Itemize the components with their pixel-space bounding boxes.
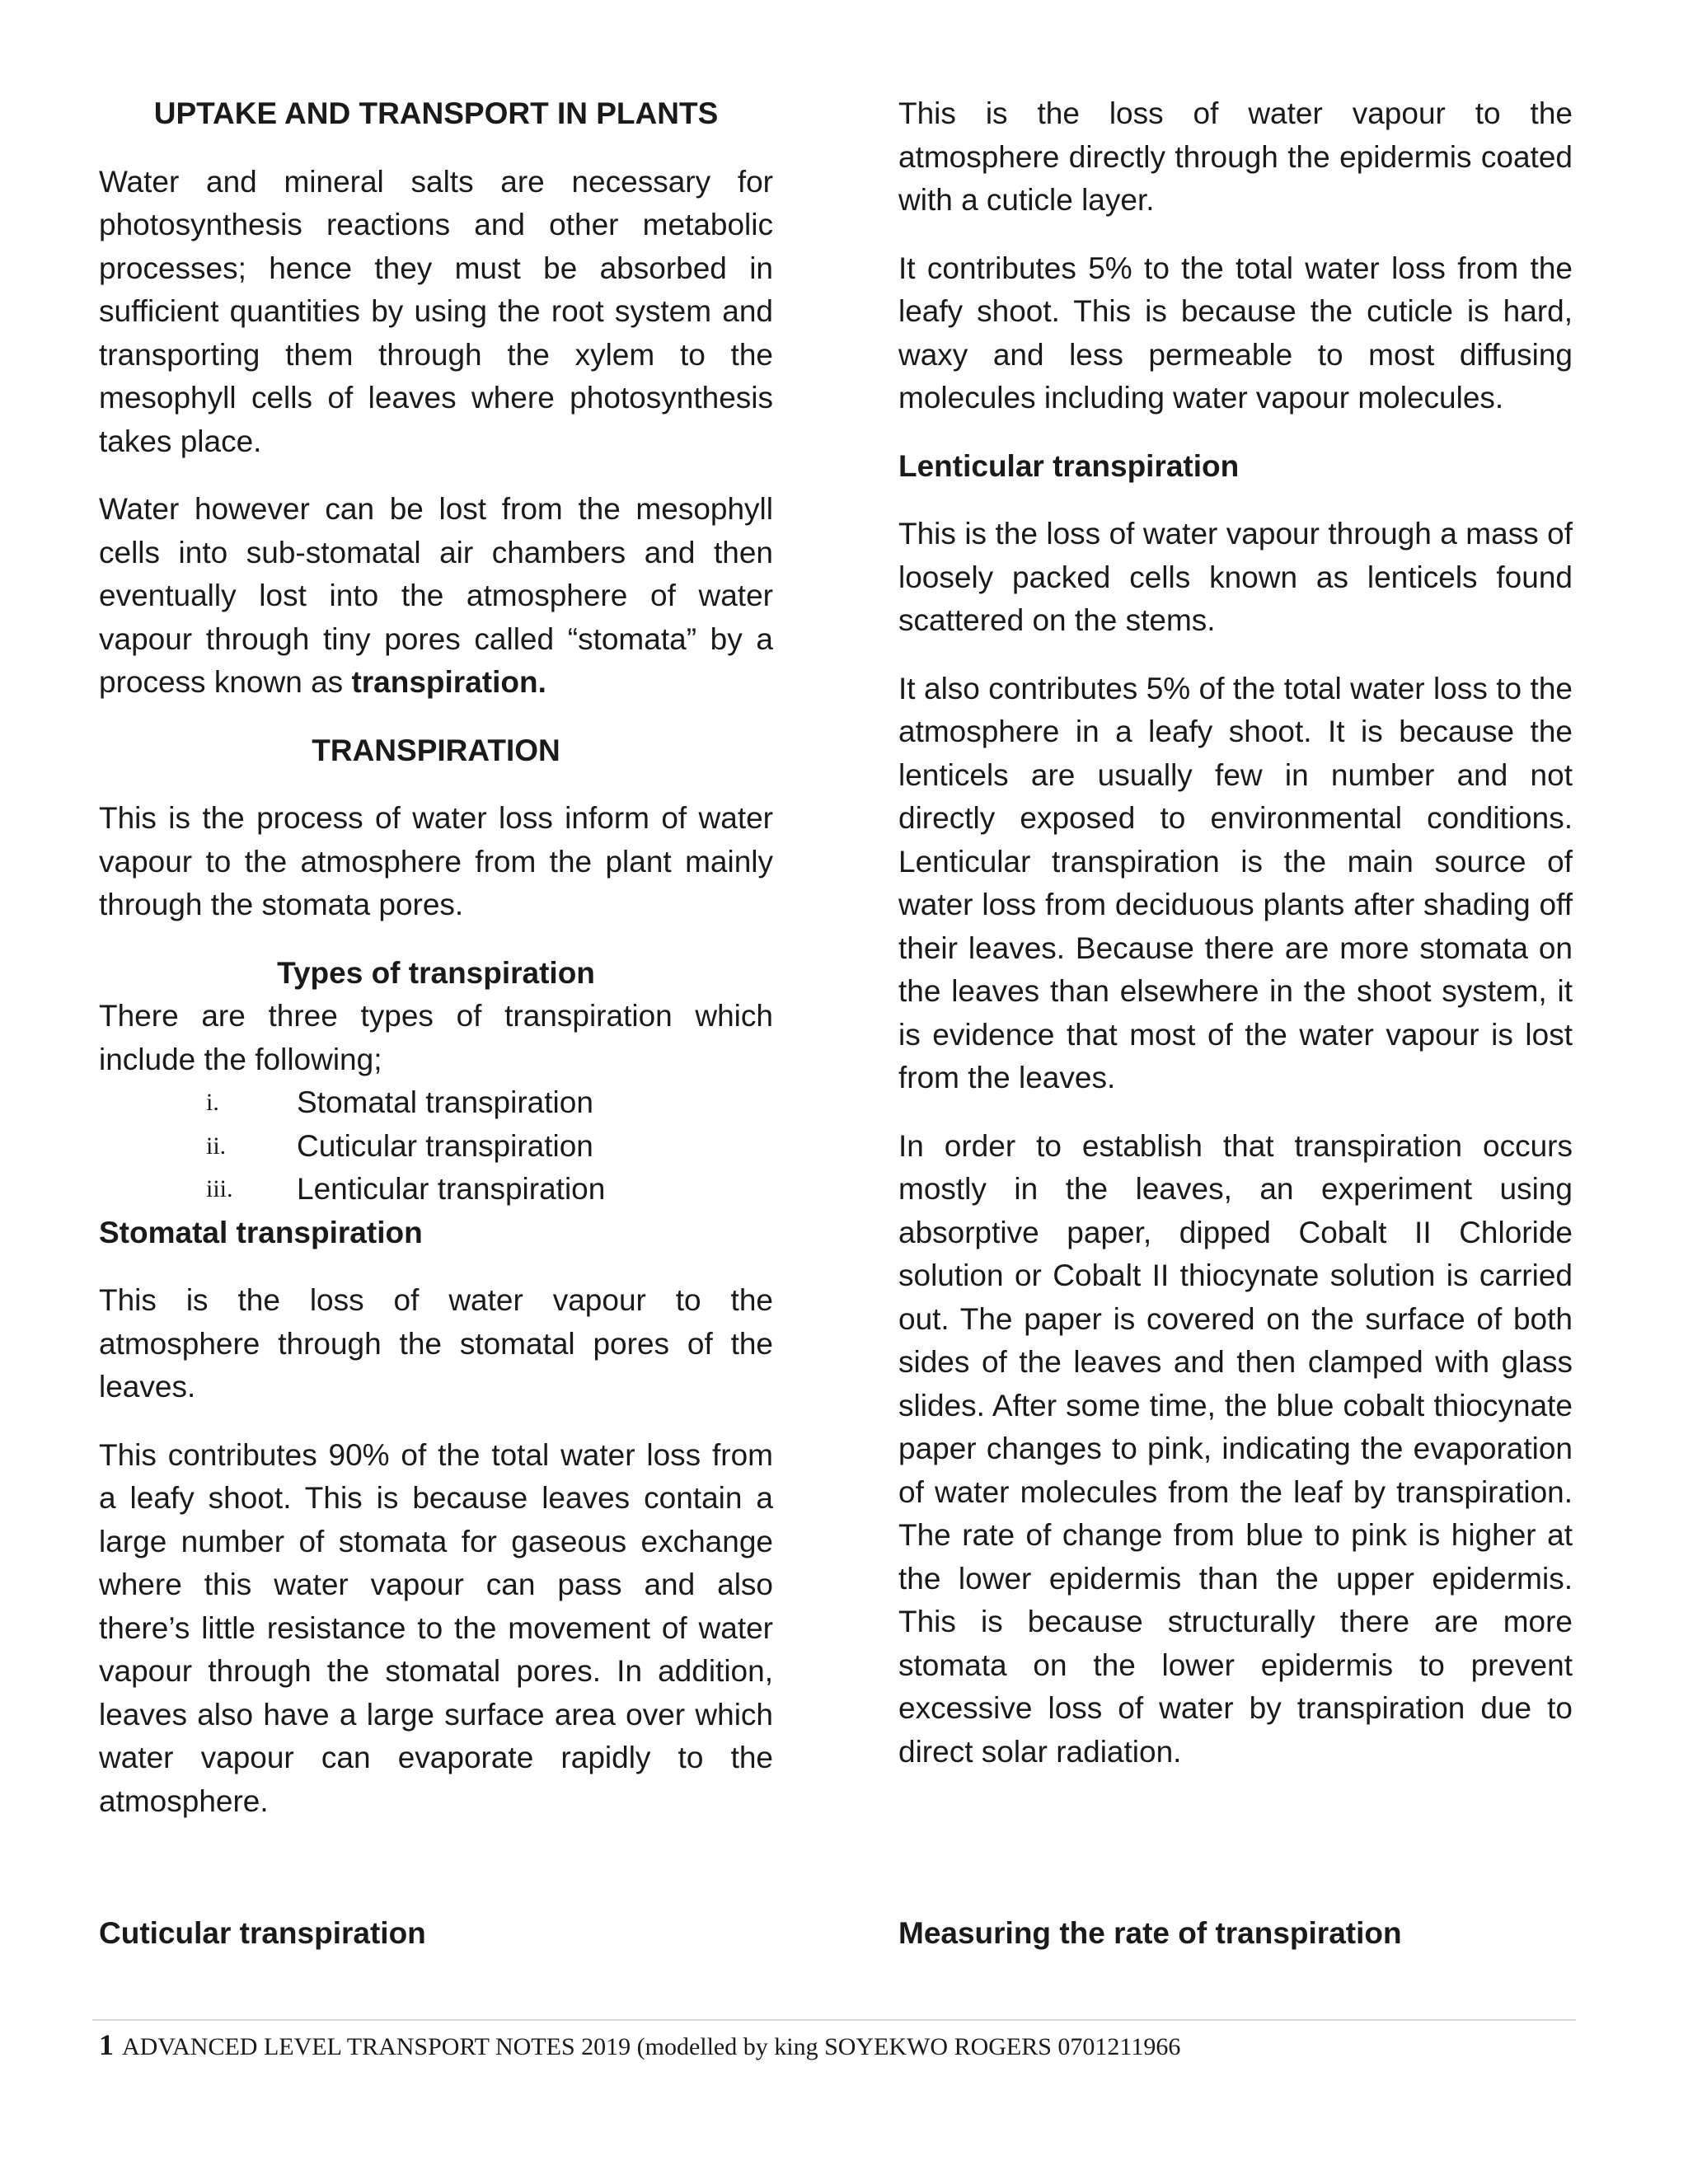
types-heading: Types of transpiration <box>277 955 595 990</box>
intro-paragraph-2 <box>99 488 773 705</box>
types-list <box>99 1081 773 1212</box>
cuticular-heading: Cuticular transpiration <box>99 1916 426 1950</box>
transpiration-heading: TRANSPIRATION <box>312 733 560 767</box>
stomatal-heading: Stomatal transpiration <box>99 1215 423 1249</box>
page-number: 1 <box>99 2028 114 2061</box>
cuticular-paragraph-2: It contributes 5% to the total water loss from the leafy shoot. This is because the cuticle is hard, waxy and less permeable to most diffusing molecules including water vapour molecules. <box>898 251 1573 415</box>
transpiration-definition: This is the process of water loss inform of water vapour to the atmosphere from the plant mainly through the stomata pores. <box>99 801 773 921</box>
experiment-paragraph: In order to establish that transpiration occurs mostly in the leaves, an experiment using absorptive paper, dipped Cobalt II Chloride solution or Cobalt II thiocynate solution is carried out. The paper is covered on the surface of both sides of the leaves and then clamped with glass slides. After some time, the blue cobalt thiocynate paper changes to pink, indicating the evaporation of water molecules from the leaf by transpiration. The rate of change from blue to pink is higher at the lower epidermis than the upper epidermis. This is because structurally there are more stomata on the lower epidermis to prevent excessive loss of water by transpiration due to direct solar radiation. <box>898 1128 1573 1769</box>
page-footer <box>99 2027 1180 2064</box>
lenticular-heading: Lenticular transpiration <box>898 448 1240 483</box>
footer-text: ADVANCED LEVEL TRANSPORT NOTES 2019 (modelled by king SOYEKWO ROGERS 0701211966 <box>122 2033 1181 2060</box>
list-item <box>99 1125 773 1169</box>
intro-paragraph-2-text: Water however can be lost from the mesophyll cells into sub-stomatal air chambers and then eventually lost into the atmosphere of water vapour through tiny pores called “stomata” by a process known as <box>99 492 773 699</box>
intro-paragraph-1: Water and mineral salts are necessary for photosynthesis reactions and other metabolic processes; hence they must be absorbed in sufficient quantities by using the root system and transporting them through the xylem to the mesophyll cells of leaves where photosynthesis takes place. <box>99 164 773 458</box>
list-item <box>99 1168 773 1212</box>
stomatal-paragraph-1: This is the loss of water vapour to the atmosphere through the stomatal pores of the leaves. <box>99 1283 773 1404</box>
measuring-heading: Measuring the rate of transpiration <box>898 1916 1402 1950</box>
left-column <box>99 92 773 1848</box>
cuticular-paragraph-1: This is the loss of water vapour to the atmosphere directly through the epidermis coated with a cuticle layer. <box>898 96 1573 217</box>
lenticular-paragraph-1: This is the loss of water vapour through a mass of loosely packed cells known as lenticels found scattered on the stems. <box>898 517 1573 637</box>
list-item <box>99 1081 773 1125</box>
list-item-label: Cuticular transpiration <box>297 1128 593 1163</box>
right-column <box>898 92 1573 1798</box>
list-item-label: Lenticular transpiration <box>297 1172 606 1206</box>
footer-divider <box>92 2019 1576 2021</box>
list-item-number: ii. <box>206 1132 227 1160</box>
list-item-number: i. <box>206 1089 219 1116</box>
page-title: UPTAKE AND TRANSPORT IN PLANTS <box>153 96 719 130</box>
intro-paragraph-2-bold: transpiration. <box>351 665 546 699</box>
stomatal-paragraph-2: This contributes 90% of the total water loss from a leafy shoot. This is because leaves contain a large number of stomata for gaseous exchange where this water vapour can pass and also there’s little resistance to the movement of water vapour through the stomatal pores. In addition, leaves also have a large surface area over which water vapour can evaporate rapidly to the atmosphere. <box>99 1437 773 1818</box>
lenticular-paragraph-2: It also contributes 5% of the total water loss to the atmosphere in a leafy shoot. It is because the lenticels are usually few in number and not directly exposed to environmental conditions. Lenticular transpiration is the main source of water loss from deciduous plants after shading off their leaves. Because there are more stomata on the leaves than elsewhere in the shoot system, it is evidence that most of the water vapour is lost from the leaves. <box>898 671 1573 1094</box>
types-intro: There are three types of transpiration which include the following; <box>99 999 773 1076</box>
list-item-label: Stomatal transpiration <box>297 1085 593 1119</box>
list-item-number: iii. <box>206 1175 233 1202</box>
